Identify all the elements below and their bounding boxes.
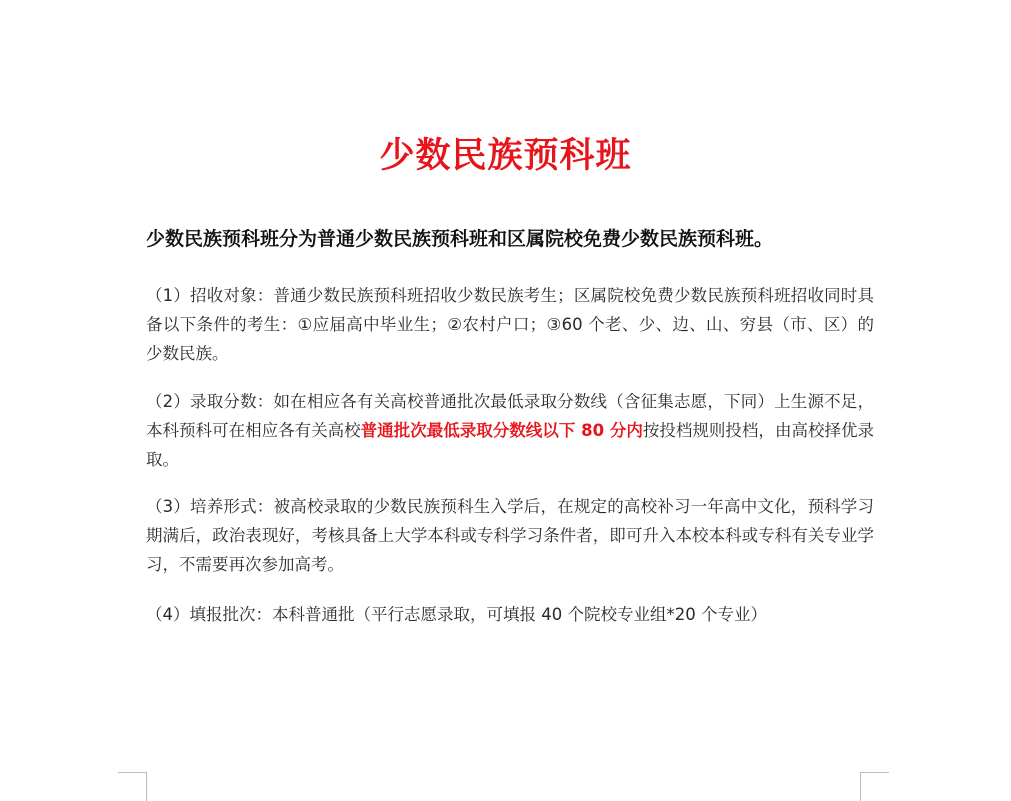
page-title: 少数民族预科班 (379, 136, 632, 176)
section-admission-score-text-before: （2）录取分数：如在相应各有关高校普通批次最低录取分数线（含征集志愿，下同）上生源不足，本科预科可在相应各有关高校 (146, 392, 874, 440)
section-training-form: （3）培养形式：被高校录取的少数民族预科生入学后，在规定的高校补习一年高中文化，预科学习期满后，政治表现好，考核具备上大学本科或专科学习条件者，即可升入本校本科或专科有关专业学习，不需要再次参加高考。 (146, 497, 874, 574)
section-admission-score (146, 387, 874, 474)
intro-paragraph: 少数民族预科班分为普通少数民族预科班和区属院校免费少数民族预科班。 (146, 228, 774, 250)
crop-mark-right (860, 772, 889, 801)
section-admission-score-text-after: 按投档规则投档，由高校择优录取。 (146, 421, 875, 469)
score-highlight: 普通批次最低录取分数线以下 80 分内 (360, 421, 643, 440)
crop-mark-left (118, 772, 147, 801)
section-recruitment-target: （1）招收对象：普通少数民族预科班招收少数民族考生；区属院校免费少数民族预科班招收同时具备以下条件的考生：①应届高中毕业生；②农村户口；③60 个老、少、边、山、穷县（市、区）的少数民族。 (146, 286, 874, 363)
section-application-batch: （4）填报批次：本科普通批（平行志愿录取，可填报 40 个院校专业组*20 个专业） (146, 605, 767, 624)
